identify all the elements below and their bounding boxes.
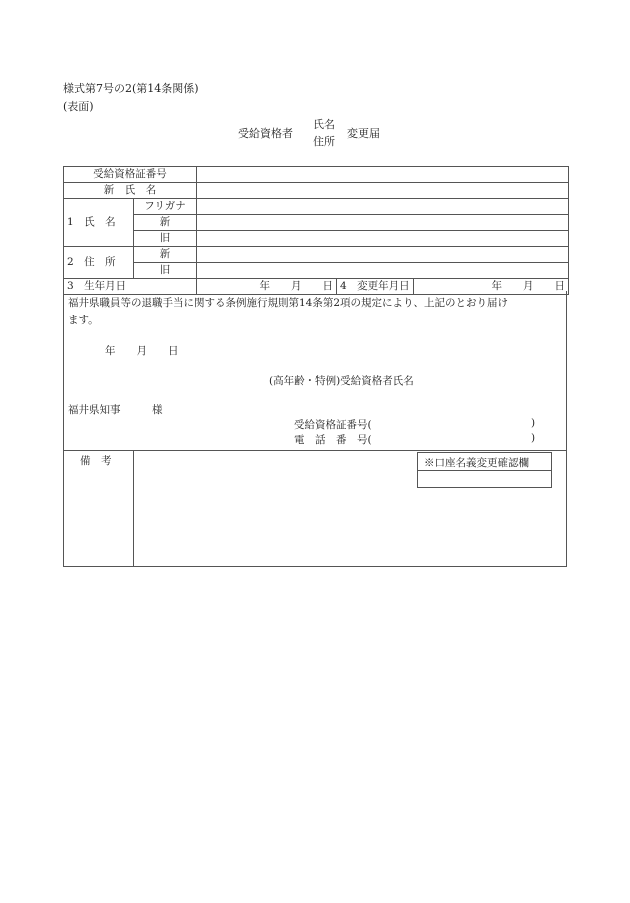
new-name-row — [64, 183, 569, 199]
address-old-field[interactable] — [197, 263, 569, 279]
cert-number-label: 受給資格証番号 — [64, 167, 197, 183]
title-suffix: 変更届 — [347, 127, 380, 140]
account-confirmation-box — [417, 452, 552, 488]
confirmation-divider — [418, 470, 551, 471]
name-old-label: 旧 — [134, 231, 197, 247]
new-name-field[interactable] — [197, 183, 569, 199]
account-confirmation-label: ※口座名義変更確認欄 — [424, 457, 529, 469]
name-new-row — [64, 215, 569, 231]
form-side: (表面) — [63, 100, 94, 113]
furigana-row — [64, 199, 569, 215]
title-option-address: 住所 — [313, 135, 335, 148]
remarks-column-divider — [133, 450, 134, 566]
applicant-name-label: (高年齢・特例)受給資格者氏名 — [269, 375, 414, 387]
name-new-label: 新 — [134, 215, 197, 231]
name-old-row — [64, 231, 569, 247]
birth-label: 3 生年月日 — [64, 279, 197, 295]
addressee-honorific: 様 — [152, 404, 163, 416]
name-new-field[interactable] — [197, 215, 569, 231]
addressee: 福井県知事 — [68, 404, 121, 416]
phone-number-label: 電 話 番 号( — [294, 434, 372, 446]
furigana-field[interactable] — [197, 199, 569, 215]
declaration-line-1: 福井県職員等の退職手当に関する条例施行規則第14条第2項の規定により、上記のとおり届け — [68, 297, 509, 309]
address-old-label: 旧 — [134, 263, 197, 279]
title-option-name: 氏名 — [313, 118, 335, 131]
declaration-date[interactable]: 年 月 日 — [105, 345, 179, 357]
address-new-label: 新 — [134, 247, 197, 263]
cert-number-signature-label: 受給資格証番号( — [294, 419, 372, 431]
furigana-label: フリガナ — [134, 199, 197, 215]
new-name-label: 新 氏 名 — [64, 183, 197, 199]
phone-number-close-paren: ) — [531, 432, 536, 444]
change-date-field[interactable]: 年 月 日 — [414, 279, 569, 295]
application-table — [63, 166, 569, 295]
cert-number-close-paren: ) — [531, 417, 536, 429]
address-new-row — [64, 247, 569, 263]
address-section-label: 2 住 所 — [64, 247, 134, 279]
name-old-field[interactable] — [197, 231, 569, 247]
remarks-label: 備 考 — [80, 455, 112, 467]
address-new-field[interactable] — [197, 247, 569, 263]
name-section-label: 1 氏 名 — [64, 199, 134, 247]
change-date-label: 4 変更年月日 — [337, 279, 414, 295]
remarks-divider — [64, 450, 566, 451]
declaration-line-2: ます。 — [68, 314, 99, 326]
cert-number-row — [64, 167, 569, 183]
title-prefix: 受給資格者 — [238, 127, 293, 140]
address-old-row — [64, 263, 569, 279]
form-number: 様式第7号の2(第14条関係) — [63, 82, 199, 95]
declaration-box — [63, 291, 567, 567]
birth-date-field[interactable]: 年 月 日 — [197, 279, 337, 295]
cert-number-field[interactable] — [197, 167, 569, 183]
